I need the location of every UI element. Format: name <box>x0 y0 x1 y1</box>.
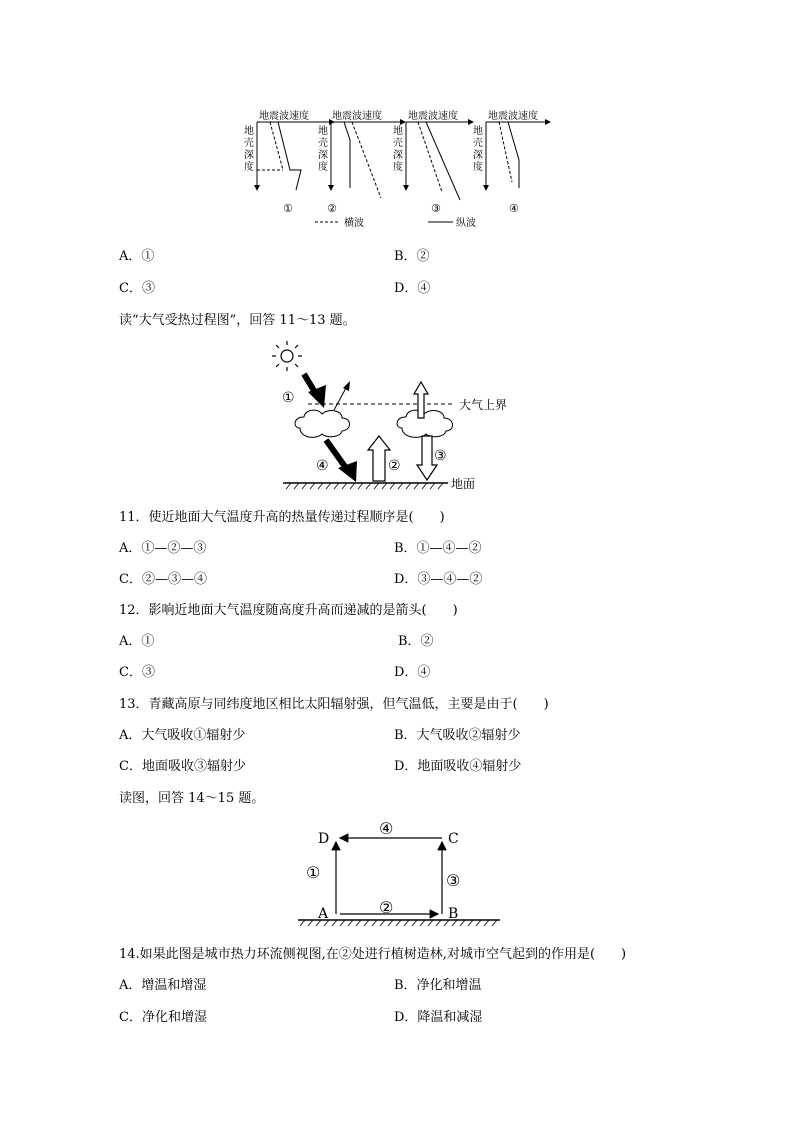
ground-label: 地面 <box>451 477 476 491</box>
axis-label-depth-3: 深 <box>473 150 483 161</box>
q11-option-a: A．①—②—③ <box>119 541 207 556</box>
panel-label-2: ② <box>327 202 337 215</box>
q12-option-d: D．④ <box>394 665 431 680</box>
axis-label-speed: 地震波速度 <box>332 111 382 122</box>
q14-option-c: C．净化和增湿 <box>119 1010 207 1025</box>
intro-questions-11-13: 读“大气受热过程图”，回答 11～13 题。 <box>119 313 356 328</box>
q14-option-d: D．降温和减湿 <box>394 1010 483 1025</box>
q13-option-c: C．地面吸收③辐射少 <box>119 759 246 774</box>
q10-option-d: D．④ <box>394 281 431 296</box>
axis-label-depth-2: 壳 <box>244 138 254 149</box>
q11-option-d: D．③—④—② <box>394 572 483 587</box>
q12-option-c: C．③ <box>119 665 155 680</box>
q10-option-a: A．① <box>119 249 155 264</box>
axis-label-speed: 地震波速度 <box>259 111 309 122</box>
axis-label-depth-2: 壳 <box>473 138 483 149</box>
axis-label-depth-1: 地 <box>393 126 403 137</box>
legend-transverse: 横波 <box>344 218 364 229</box>
q11-option-b: B．①—④—② <box>394 541 482 556</box>
q14-stem: 14.如果此图是城市热力环流侧视图,在②处进行植树造林,对城市空气起到的作用是( ) <box>119 947 627 962</box>
label-circle-3: ③ <box>434 448 447 464</box>
q12-option-b: B．② <box>398 634 434 649</box>
corner-label-a: A <box>318 906 329 922</box>
axis-label-depth-1: 地 <box>473 126 483 137</box>
q14-option-a: A．增温和增湿 <box>119 978 207 993</box>
axis-label-speed: 地震波速度 <box>488 111 538 122</box>
ground-line <box>298 920 500 926</box>
axis-label-depth-1: 地 <box>244 126 254 137</box>
arrow-label-3: ③ <box>446 871 461 890</box>
q10-option-c: C．③ <box>119 281 155 296</box>
q10-option-b: B．② <box>394 249 430 264</box>
axis-label-depth-3: 深 <box>244 150 254 161</box>
q12-option-a: A．① <box>119 634 155 649</box>
atmosphere-top-label: 大气上界 <box>459 398 508 412</box>
corner-label-b: B <box>448 906 459 922</box>
axis-label-depth-4: 度 <box>318 162 328 173</box>
label-circle-1: ① <box>282 390 295 406</box>
legend-longitudinal: 纵波 <box>456 218 476 229</box>
arrow-label-4: ④ <box>379 819 394 838</box>
axis-label-depth-1: 地 <box>318 126 328 137</box>
q11-stem: 11．使近地面大气温度升高的热量传递过程顺序是( ) <box>119 510 445 525</box>
corner-label-d: D <box>318 831 330 847</box>
panel-label-3: ③ <box>431 202 441 215</box>
axis-label-depth-2: 壳 <box>393 138 403 149</box>
axis-label-depth-3: 深 <box>318 150 328 161</box>
axis-label-depth-4: 度 <box>393 162 403 173</box>
arrow-label-2: ② <box>379 898 394 917</box>
axis-label-depth-3: 深 <box>393 150 403 161</box>
panel-label-1: ① <box>283 202 293 215</box>
axis-label-depth-2: 壳 <box>318 138 328 149</box>
axis-label-speed: 地震波速度 <box>408 111 458 122</box>
q13-option-b: B．大气吸收②辐射少 <box>394 728 521 743</box>
axis-label-depth-4: 度 <box>244 162 254 173</box>
arrow-label-1: ① <box>306 863 321 882</box>
q11-option-c: C．②—③—④ <box>119 572 207 587</box>
intro-questions-14-15: 读图，回答 14～15 题。 <box>119 791 265 806</box>
label-circle-4: ④ <box>316 458 329 474</box>
q12-stem: 12．影响近地面大气温度随高度升高而递减的是箭头( ) <box>119 603 458 618</box>
q14-option-b: B．净化和增温 <box>394 978 482 993</box>
q13-option-d: D．地面吸收④辐射少 <box>394 759 522 774</box>
panel-label-4: ④ <box>509 202 519 215</box>
q13-stem: 13．青藏高原与同纬度地区相比太阳辐射强，但气温低，主要是由于( ) <box>119 697 549 712</box>
axis-label-depth-4: 度 <box>473 162 483 173</box>
q13-option-a: A．大气吸收①辐射少 <box>119 728 246 743</box>
corner-label-c: C <box>448 831 459 847</box>
label-circle-2: ② <box>388 458 401 474</box>
